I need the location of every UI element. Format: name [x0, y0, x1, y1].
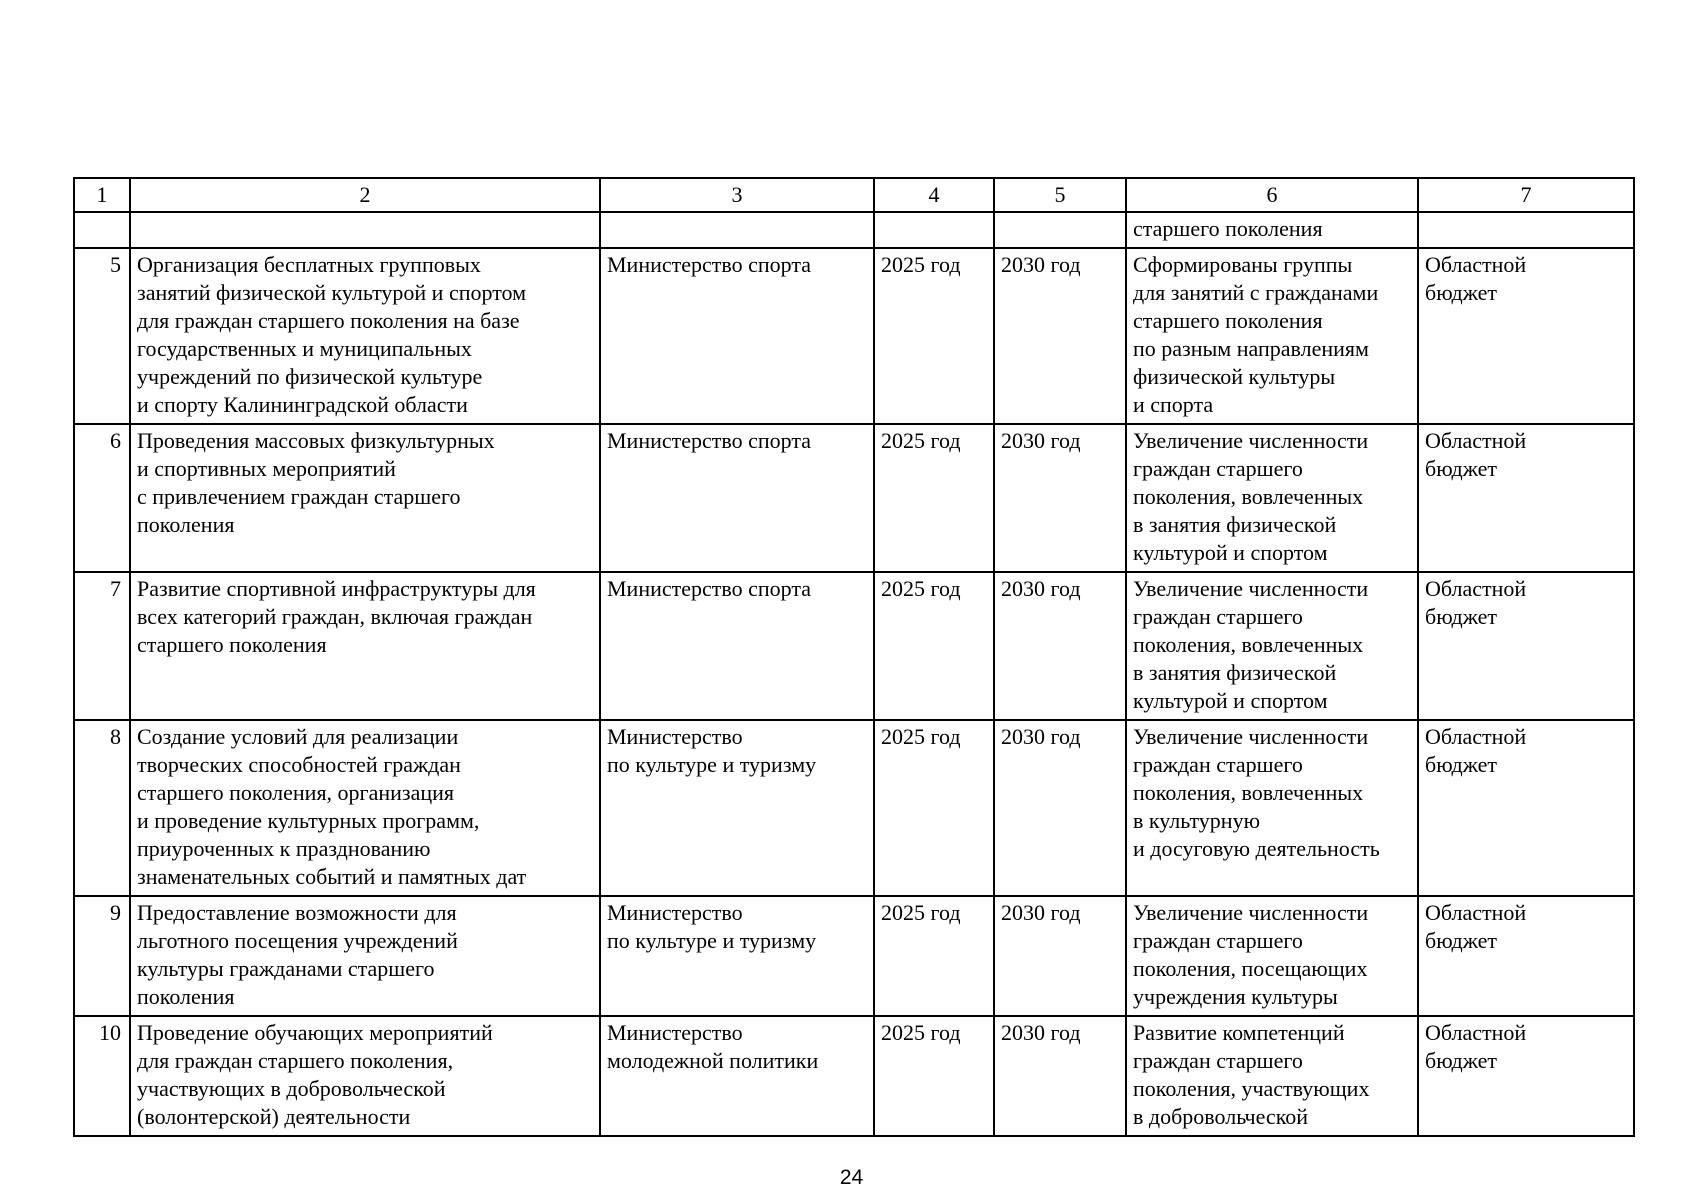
cell-source: Областной бюджет [1418, 572, 1634, 720]
cell-event: Проведение обучающих мероприятий для граждан старшего поколения, участвующих в добровольческой (волонтерской) деятельности [130, 1016, 600, 1136]
cell-start: 2025 год [874, 424, 994, 572]
cell-result: старшего поколения [1126, 212, 1418, 248]
cell-end: 2030 год [994, 572, 1126, 720]
cell-event: Проведения массовых физкультурных и спортивных мероприятий с привлечением граждан старшего поколения [130, 424, 600, 572]
cell-end: 2030 год [994, 896, 1126, 1016]
table-row [74, 572, 1634, 720]
cell-start: 2025 год [874, 896, 994, 1016]
column-header-6: 6 [1126, 178, 1418, 212]
cell-start: 2025 год [874, 248, 994, 424]
continuation-row [74, 212, 1634, 248]
table-row [74, 896, 1634, 1016]
cell-start: 2025 год [874, 720, 994, 896]
column-header-5: 5 [994, 178, 1126, 212]
cell-result: Развитие компетенций граждан старшего поколения, участвующих в добровольческой [1126, 1016, 1418, 1136]
cell-end [994, 212, 1126, 248]
header-row [74, 178, 1634, 212]
column-header-7: 7 [1418, 178, 1634, 212]
cell-num: 5 [74, 248, 130, 424]
cell-end: 2030 год [994, 1016, 1126, 1136]
cell-start: 2025 год [874, 1016, 994, 1136]
cell-result: Увеличение численности граждан старшего поколения, вовлеченных в занятия физической культурой и спортом [1126, 572, 1418, 720]
cell-executor: Министерство спорта [600, 572, 874, 720]
cell-num: 9 [74, 896, 130, 1016]
cell-result: Увеличение численности граждан старшего поколения, вовлеченных в занятия физической культурой и спортом [1126, 424, 1418, 572]
table-row [74, 720, 1634, 896]
cell-end: 2030 год [994, 424, 1126, 572]
cell-source: Областной бюджет [1418, 424, 1634, 572]
cell-start [874, 212, 994, 248]
cell-event: Организация бесплатных групповых занятий физической культурой и спортом для граждан старшего поколения на базе государственных и муниципальных учреждений по физической культуре и спорту Калининградской области [130, 248, 600, 424]
cell-result: Увеличение численности граждан старшего поколения, посещающих учреждения культуры [1126, 896, 1418, 1016]
cell-source: Областной бюджет [1418, 248, 1634, 424]
cell-start: 2025 год [874, 572, 994, 720]
cell-executor: Министерство по культуре и туризму [600, 896, 874, 1016]
cell-executor: Министерство спорта [600, 248, 874, 424]
cell-source: Областной бюджет [1418, 720, 1634, 896]
column-header-4: 4 [874, 178, 994, 212]
cell-num: 7 [74, 572, 130, 720]
cell-event: Создание условий для реализации творческих способностей граждан старшего поколения, организация и проведение культурных программ, приуроченных к празднованию знаменательных событий и памятных дат [130, 720, 600, 896]
cell-num: 6 [74, 424, 130, 572]
cell-source: Областной бюджет [1418, 896, 1634, 1016]
cell-num: 8 [74, 720, 130, 896]
cell-event: Предоставление возможности для льготного посещения учреждений культуры гражданами старшего поколения [130, 896, 600, 1016]
cell-end: 2030 год [994, 248, 1126, 424]
measures-table [73, 177, 1635, 1137]
cell-event [130, 212, 600, 248]
cell-result: Увеличение численности граждан старшего поколения, вовлеченных в культурную и досуговую деятельность [1126, 720, 1418, 896]
table-row [74, 424, 1634, 572]
column-header-1: 1 [74, 178, 130, 212]
cell-executor: Министерство молодежной политики [600, 1016, 874, 1136]
table-row [74, 1016, 1634, 1136]
cell-num: 10 [74, 1016, 130, 1136]
column-header-2: 2 [130, 178, 600, 212]
cell-executor [600, 212, 874, 248]
cell-event: Развитие спортивной инфраструктуры для всех категорий граждан, включая граждан старшего поколения [130, 572, 600, 720]
cell-source [1418, 212, 1634, 248]
column-header-3: 3 [600, 178, 874, 212]
cell-executor: Министерство по культуре и туризму [600, 720, 874, 896]
cell-executor: Министерство спорта [600, 424, 874, 572]
cell-source: Областной бюджет [1418, 1016, 1634, 1136]
cell-result: Сформированы группы для занятий с гражданами старшего поколения по разным направлениям физической культуры и спорта [1126, 248, 1418, 424]
table-row [74, 248, 1634, 424]
cell-num [74, 212, 130, 248]
page-number: 24 [839, 1166, 864, 1189]
cell-end: 2030 год [994, 720, 1126, 896]
